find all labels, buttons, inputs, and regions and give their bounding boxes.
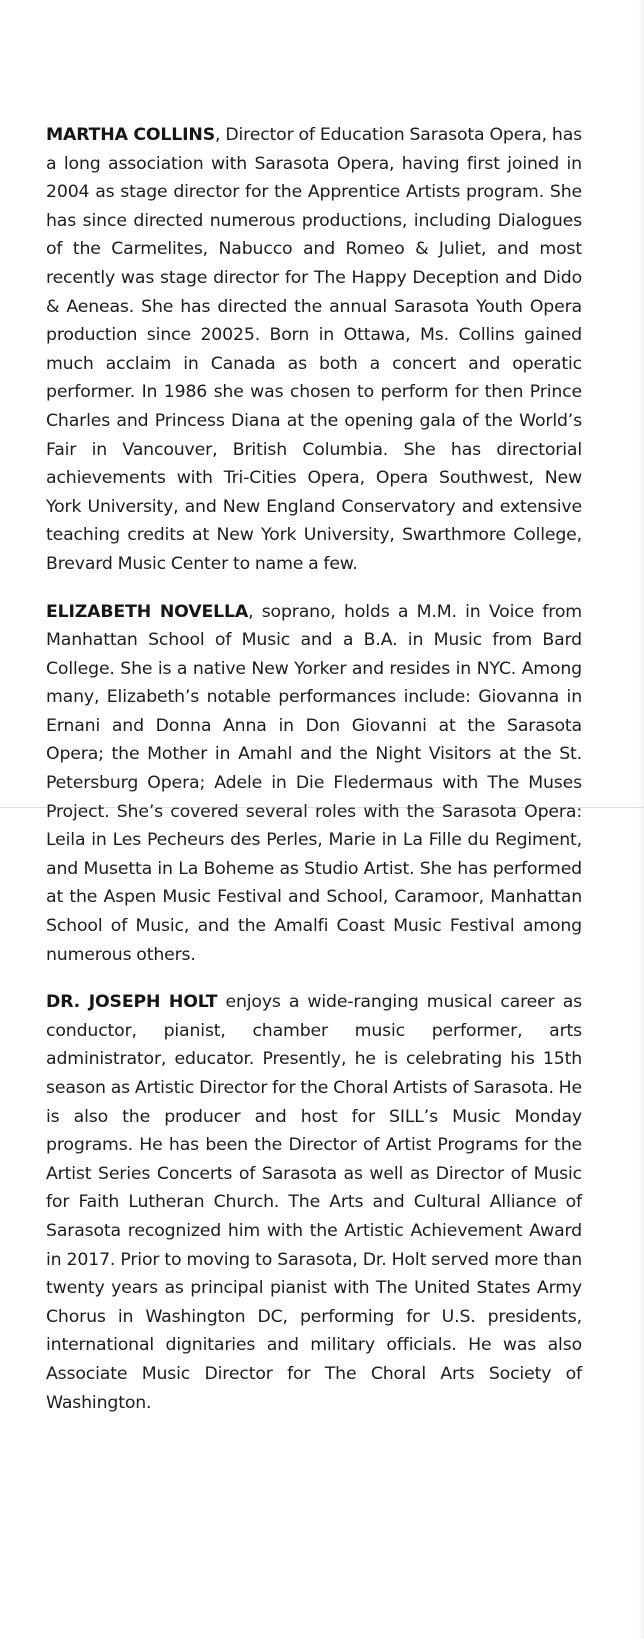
- bio-name: DR. JOSEPH HOLT: [46, 992, 218, 1013]
- bio-text: , Director of Education Sarasota Opera, has a long association with Sarasota Opera, having first joined in 2004 as stage director for the Apprentice Artists program. She has since directed numerous productions, including Dialogues of the Carmelites, Nabucco and Romeo & Juliet, and most recently was stage director for The Happy Deception and Dido & Aeneas. She has directed the annual Sarasota Youth Opera production since 20025. Born in Ottawa, Ms. Collins gained much acclaim in Canada as both a concert and operatic performer. In 1986 she was chosen to perform for then Prince Charles and Princess Diana at the opening gala of the World’s Fair in Vancouver, British Columbia. She has directorial achievements with Tri-Cities Opera, Opera Southwest, New York University, and New England Conservatory and extensive teaching credits at New York University, Swarthmore College, Brevard Music Center to name a few.: [46, 125, 583, 574]
- bio-elizabeth-novella: [46, 598, 582, 970]
- bio-name: MARTHA COLLINS: [46, 125, 216, 145]
- bio-name: ELIZABETH NOVELLA: [46, 601, 249, 622]
- bio-text: enjoys a wide-ranging musical career as conductor, pianist, chamber music performer, arts administrator, educator. Presently, he is celebrating his 15th season as Artistic Director for the Choral Artists of Sarasota. He is also the producer and host for SILL’s Music Monday programs. He has been the Director of Artist Programs for the Artist Series Concerts of Sarasota as well as Director of Music for Faith Lutheran Church. The Arts and Cultural Alliance of Sarasota recognized him with the Artistic Achievement Award in 2017. Prior to moving to Sarasota, Dr. Holt served more than twenty years as principal pianist with The United States Army Chorus in Washington DC, performing for U.S. presidents, international dignitaries and military officials. He was also Associate Music Director for The Choral Arts Society of Washington.: [46, 992, 582, 1413]
- bio-list: [46, 121, 582, 1436]
- bio-joseph-holt: [46, 988, 582, 1417]
- paper-edge-shadow: [638, 0, 644, 1639]
- paper-fold-line: [0, 807, 644, 808]
- bio-text: , soprano, holds a M.M. in Voice from Manhattan School of Music and a B.A. in Music from Bard College. She is a native New Yorker and resides in NYC. Among many, Elizabeth’s notable performances include: Giovanna in Ernani and Donna Anna in Don Giovanni at the Sarasota Opera; the Mother in Amahl and the Night Visitors at the St. Petersburg Opera; Adele in Die Fledermaus with The Muses Project. She’s covered several roles with the Sarasota Opera: Leila in Les Pecheurs des Perles, Marie in La Fille du Regiment, and Musetta in La Boheme as Studio Artist. She has performed at the Aspen Music Festival and School, Caramoor, Manhattan School of Music, and the Amalfi Coast Music Festival among numerous others.: [46, 601, 582, 965]
- bio-martha-collins: [46, 121, 582, 579]
